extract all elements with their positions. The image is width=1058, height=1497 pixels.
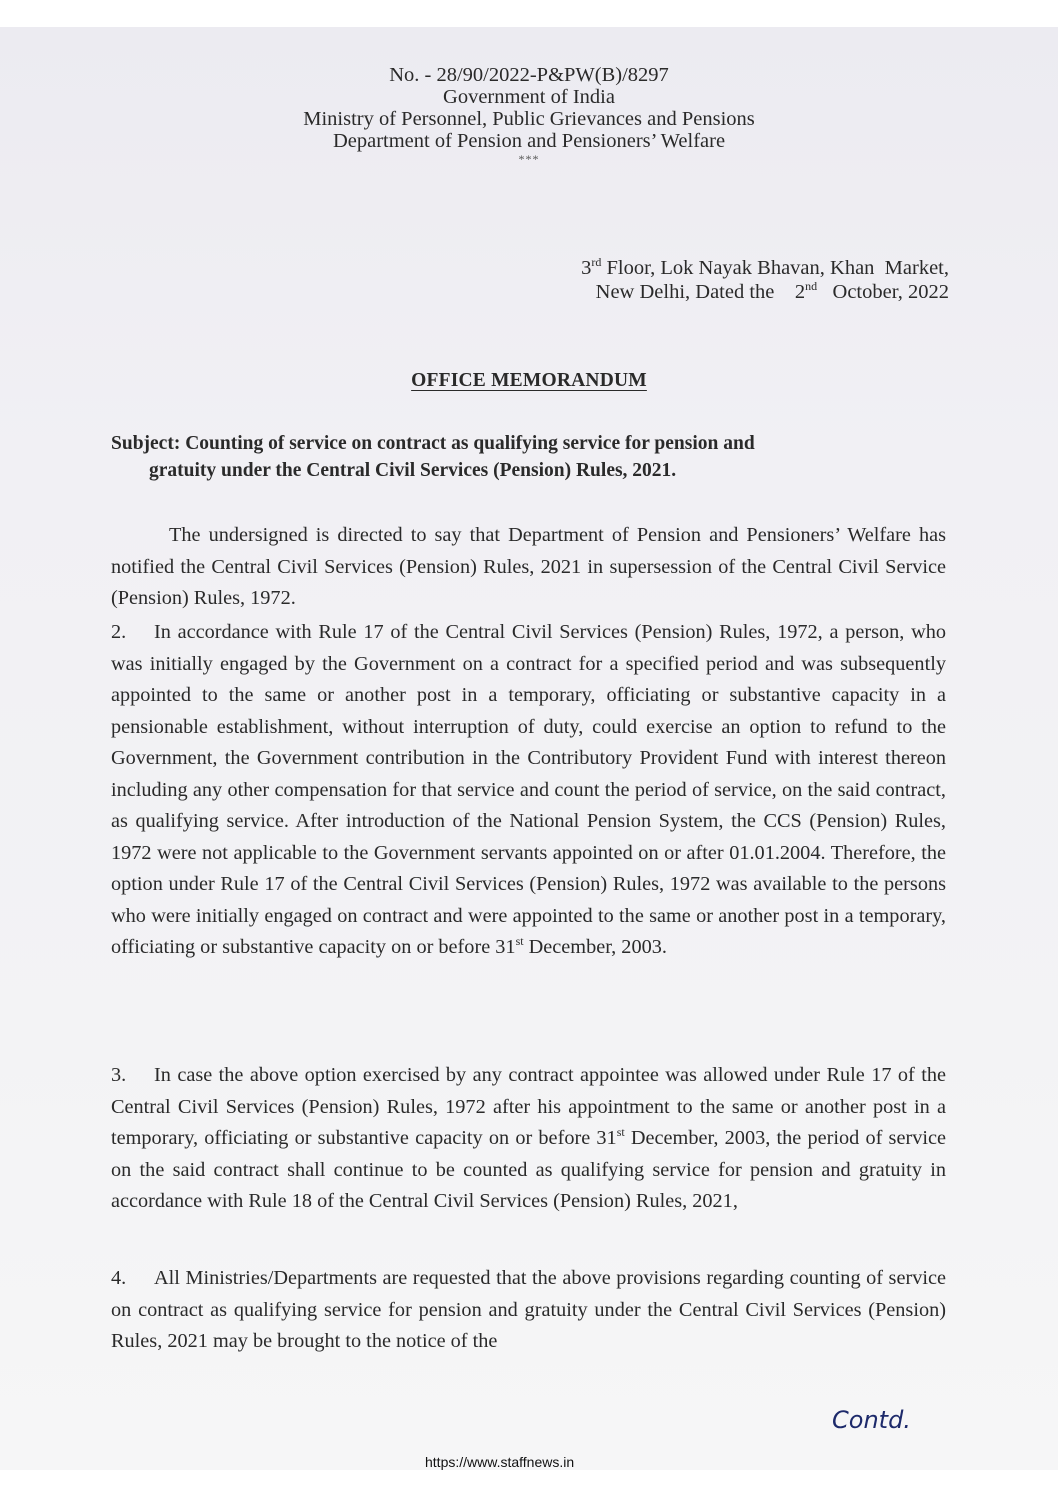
separator-stars: ***	[518, 152, 540, 166]
ordinal-suffix: st	[515, 934, 524, 948]
date-day: 2	[794, 281, 806, 303]
government-name: Government of India	[443, 86, 615, 108]
paragraph-number: 4.	[111, 1267, 127, 1289]
address-text: Floor, Lok Nayak Bhavan, Khan Market,	[601, 257, 949, 279]
department-name: Department of Pension and Pensioners’ Welfare	[332, 130, 726, 152]
document-title	[0, 370, 1058, 392]
subject-line-2: gratuity under the Central Civil Services (Pension) Rules, 2021.	[149, 460, 677, 481]
address-block	[581, 256, 949, 304]
paragraph-number: 3.	[111, 1064, 127, 1086]
place-dated: New Delhi, Dated the	[595, 281, 795, 303]
handwritten-contd-note: Contd.	[832, 1406, 911, 1434]
paragraph-number: 2.	[111, 621, 127, 643]
title-text: OFFICE MEMORANDUM	[411, 370, 647, 391]
date-line	[581, 280, 949, 304]
date-month-year: October, 2022	[817, 281, 949, 303]
floor-number: 3	[581, 257, 592, 279]
subject-line-1: Subject: Counting of service on contract as qualifying service for pension and	[111, 433, 755, 454]
ministry-name: Ministry of Personnel, Public Grievances and Pensions	[303, 108, 755, 130]
ordinal-suffix: st	[616, 1125, 625, 1139]
paragraph-2	[111, 617, 946, 964]
paragraph-3	[111, 1060, 946, 1218]
date-suffix: nd	[805, 279, 818, 293]
paragraph-text: In accordance with Rule 17 of the Central Civil Services (Pension) Rules, 1972, a person, who was initially engaged by the Government on a contract for a specified period and was subsequently appointed to the same or another post in a temporary, officiating or substantive capacity in a pensionable establishment, without interruption of duty, could exercise an option to refund to the Government, the Government contribution in the Contributory Provident Fund with interest thereon including any other compensation for that service and count the period of service, on the said contract, as qualifying service. After introduction of the National Pension System, the CCS (Pension) Rules, 1972 were not applicable to the Government servants appointed on or after 01.01.2004. Therefore, the option under Rule 17 of the Central Civil Services (Pension) Rules, 1972 was available to the persons who were initially engaged on contract and were appointed to the same or another post in a temporary, officiating or substantive capacity on or before 31	[111, 621, 946, 958]
paragraph-4	[111, 1263, 946, 1358]
letterhead	[0, 64, 1058, 166]
paragraph-text: December, 2003.	[523, 936, 667, 958]
floor-suffix: rd	[591, 255, 602, 269]
paragraph-text: December, 2003, the period of service on the said contract shall continue to be counted as qualifying service for pension and gratuity in accordance with Rule 18 of the Central Civil Services (Pension) Rules, 2021,	[111, 1127, 946, 1212]
reference-number: No. - 28/90/2022-P&PW(B)/8297	[389, 64, 669, 86]
paragraph-text: All Ministries/Departments are requested that the above provisions regarding counting of service on contract as qualifying service for pension and gratuity under the Central Civil Services (Pension) Rules, 2021 may be brought to the notice of the	[111, 1267, 946, 1352]
footer-link[interactable]: https://www.staffnews.in	[425, 1454, 575, 1470]
paragraph-text: In case the above option exercised by any contract appointee was allowed under Rule 17 of the Central Civil Services (Pension) Rules, 1972 after his appointment to the same or another post in a temporary, officiating or substantive capacity on or before 31	[111, 1064, 946, 1149]
address-line-1	[581, 256, 949, 280]
subject-line	[111, 430, 951, 484]
paragraph-1: The undersigned is directed to say that Department of Pension and Pensioners’ Welfare has notified the Central Civil Services (Pension) Rules, 2021 in supersession of the Central Civil Service (Pension) Rules, 1972.	[111, 524, 946, 609]
